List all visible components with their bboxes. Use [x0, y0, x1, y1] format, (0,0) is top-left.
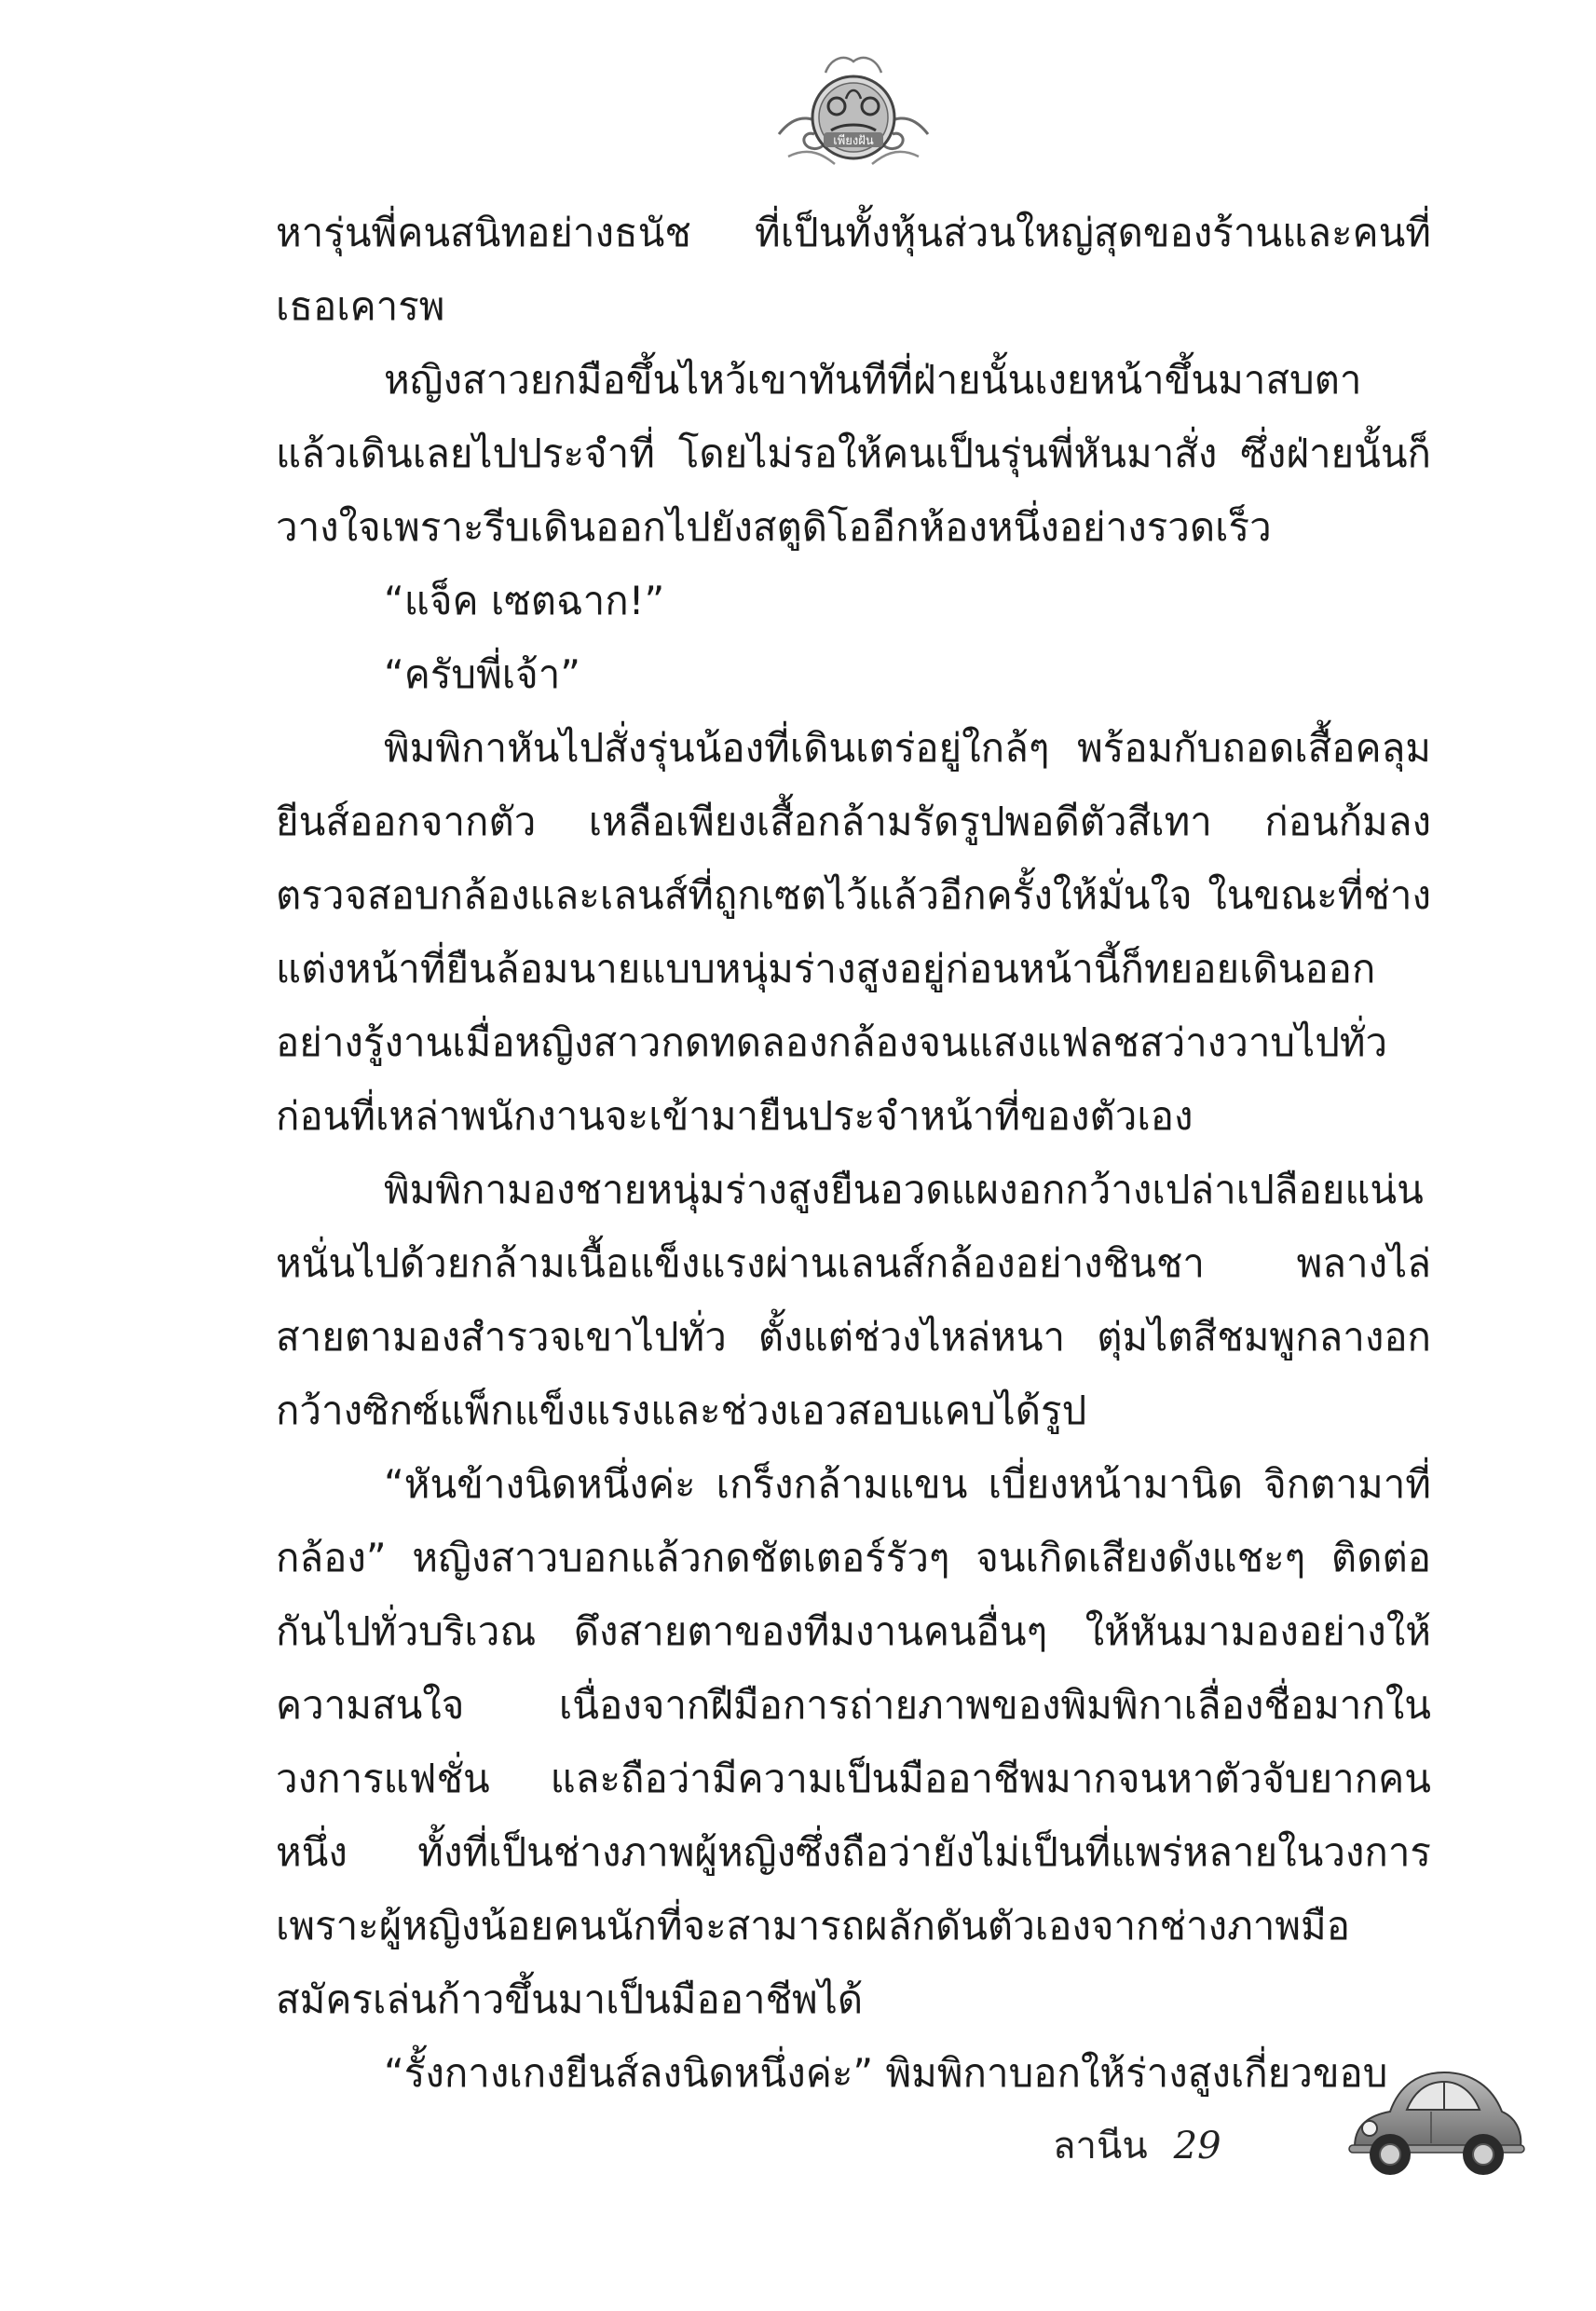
paragraph: “ครับพี่เจ้า” — [384, 651, 581, 697]
author-name: ลานีน — [1053, 2125, 1148, 2167]
paragraph: “แจ็ค เซตฉาก!” — [384, 578, 665, 623]
paragraph: หญิงสาวยกมือขึ้นไหว้เขาทันทีที่ฝ่ายนั้นเงยหน้าขึ้นมาสบตาแล้วเดินเลยไปประจำที่ โดยไม่รอให้คนเป็นรุ่นพี่หันมาสั่ง ซึ่งฝ่ายนั้นก็วางใจเพราะรีบเดินออกไปยังสตูดิโออีกห้องหนึ่งอย่างรวดเร็ว — [276, 357, 1431, 550]
paragraph: “รั้งกางเกงยีนส์ลงนิดหนึ่งค่ะ” พิมพิกาบอกให้ร่างสูงเกี่ยวขอบ — [384, 2050, 1388, 2096]
paragraph: หารุ่นพี่คนสนิทอย่างธนัช ที่เป็นทั้งหุ้นส่วนใหญ่สุดของร้านและคนที่เธอเคารพ — [276, 210, 1431, 329]
vintage-beetle-car-icon — [1342, 2050, 1528, 2190]
ornamental-emblem-icon — [770, 45, 937, 183]
paragraph: “หันข้างนิดหนึ่งค่ะ เกร็งกล้ามแขน เบี่ยงหน้ามานิด จิกตามาที่กล้อง” หญิงสาวบอกแล้วกดชัตเตอร์รัวๆ จนเกิดเสียงดังแชะๆ ติดต่อกันไปทั่วบริเวณ ดึงสายตาของทีมงานคนอื่นๆ ให้หันมามองอย่างให้ความสนใจ เนื่องจากฝีมือการถ่ายภาพของพิมพิกาเลื่องชื่อมากในวงการแฟชั่น และถือว่ามีความเป็นมืออาชีพมากจนหาตัวจับยากคนหนึ่ง ทั้งที่เป็นช่างภาพผู้หญิงซึ่งถือว่ายังไม่เป็นที่แพร่หลายในวงการเพราะผู้หญิงน้อยคนนักที่จะสามารถผลักดันตัวเองจากช่างภาพมือสมัครเล่นก้าวขึ้นมาเป็นมืออาชีพได้ — [276, 1461, 1431, 2022]
paragraph: พิมพิกาหันไปสั่งรุ่นน้องที่เดินเตร่อยู่ใกล้ๆ พร้อมกับถอดเสื้อคลุมยีนส์ออกจากตัว เหลือเพียงเสื้อกล้ามรัดรูปพอดีตัวสีเทา ก่อนก้มลงตรวจสอบกล้องและเลนส์ที่ถูกเซตไว้แล้วอีกครั้งให้มั่นใจ ในขณะที่ช่างแต่งหน้าที่ยืนล้อมนายแบบหนุ่มร่างสูงอยู่ก่อนหน้านี้ก็ทยอยเดินออกอย่างรู้งานเมื่อหญิงสาวกดทดลองกล้องจนแสงแฟลชสว่างวาบไปทั่วก่อนที่เหล่าพนักงานจะเข้ามายืนประจำหน้าที่ของตัวเอง — [276, 725, 1431, 1139]
paragraph: พิมพิกามองชายหนุ่มร่างสูงยืนอวดแผงอกกว้างเปล่าเปลือยแน่นหนั่นไปด้วยกล้ามเนื้อแข็งแรงผ่านเลนส์กล้องอย่างชินชา พลางไล่สายตามองสำรวจเขาไปทั่ว ตั้งแต่ช่วงไหล่หนา ตุ่มไตสีชมพูกลางอกกว้างซิกซ์แพ็กแข็งแรงและช่วงเอวสอบแคบได้รูป — [276, 1167, 1431, 1433]
emblem-label: เพียงฝัน — [833, 134, 874, 148]
body-text — [276, 196, 1431, 2110]
page-footer — [1053, 2115, 1221, 2175]
page-number: 29 — [1173, 2125, 1221, 2167]
